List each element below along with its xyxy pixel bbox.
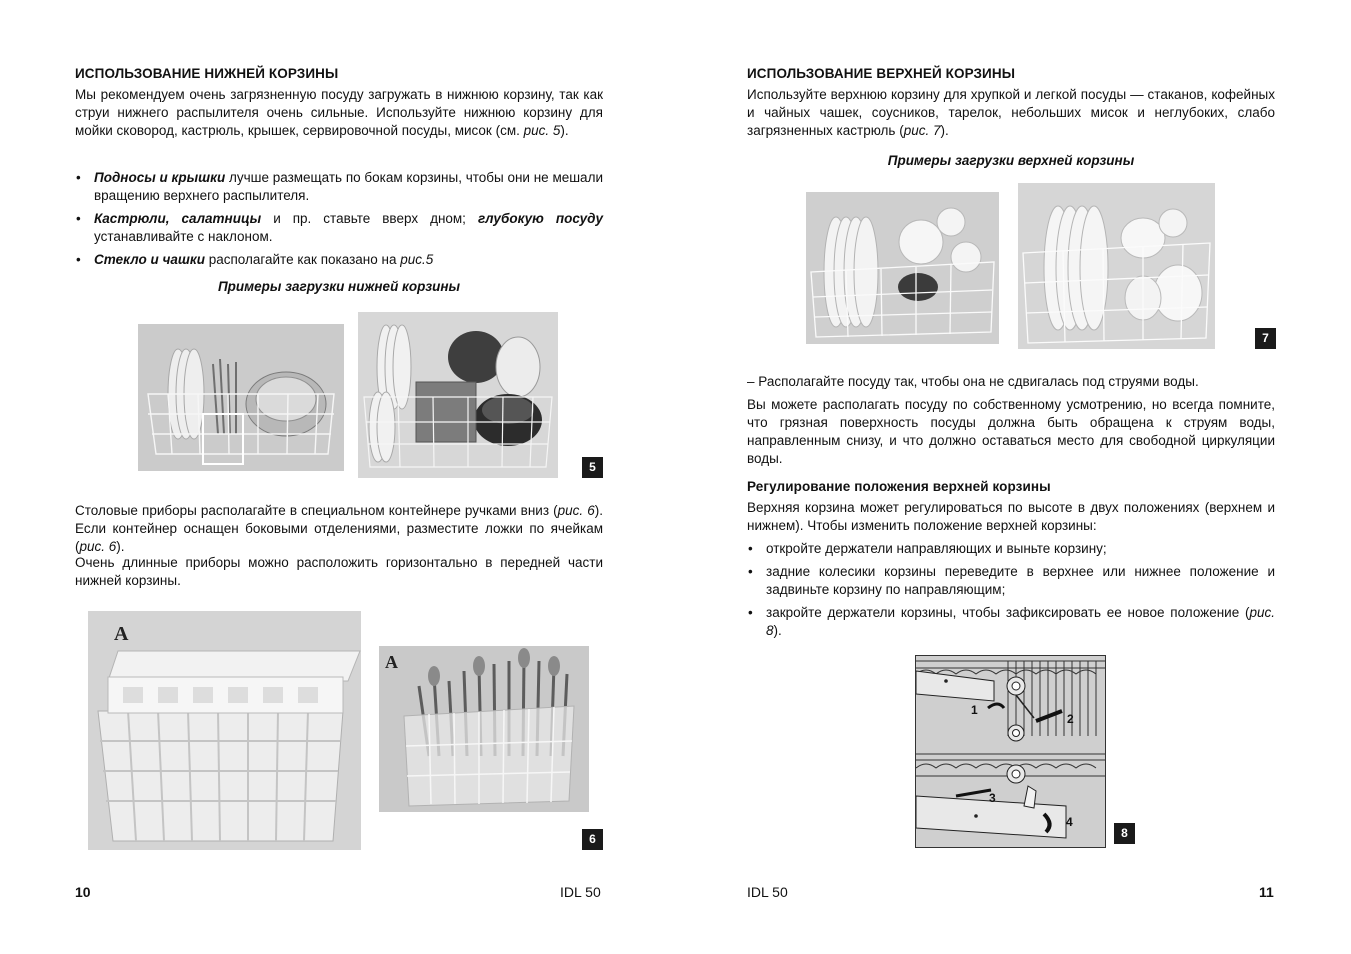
long-cutlery-note: Очень длинные приборы можно расположить горизонтально в передней части нижней корзины. <box>75 555 603 588</box>
right-footer-model: IDL 50 <box>747 884 788 900</box>
step-4-label: 4 <box>1066 815 1073 829</box>
step-1-label: 1 <box>971 703 978 717</box>
figure-6-label-a-second: A <box>385 652 398 672</box>
list-item: • откройте держатели направляющих и выньте корзину; <box>747 540 1275 558</box>
lower-basket-caption: Примеры загрузки нижней корзины <box>217 279 461 294</box>
lower-basket-photo-b <box>358 312 558 478</box>
lower-basket-heading: ИСПОЛЬЗОВАНИЕ НИЖНЕЙ КОРЗИНЫ <box>75 66 339 81</box>
placement-paragraph: Вы можете располагать посуду по собственному усмотрению, но всегда помните, что грязная поверхность посуды должна быть обращена к струям воды, направленным снизу, и что должно оставаться место для свободной циркуляции воды. <box>747 397 1275 466</box>
cutlery-basket-photo <box>88 611 361 850</box>
figure-8-number: 8 <box>1114 823 1135 844</box>
figure-7-photo-a <box>806 192 999 344</box>
left-page <box>0 0 675 954</box>
figure-7-photo-b <box>1018 183 1215 349</box>
adjustment-subheading: Регулирование положения верхней корзины <box>747 479 1051 494</box>
adjustment-steps <box>747 540 1275 645</box>
upper-basket-photo-a <box>806 192 999 344</box>
lower-basket-photo-a <box>138 324 344 471</box>
dash-instruction: – Располагайте посуду так, чтобы она не сдвигалась под струями воды. <box>747 374 1199 389</box>
right-page <box>676 0 1351 954</box>
figure-6-number: 6 <box>582 829 603 850</box>
upper-basket-intro: Используйте верхнюю корзину для хрупкой и легкой посуды — стаканов, кофейных и чайных чашек, соусников, тарелок, небольших мисок и неглубоких, слабо загрязненных кастрюль (рис. 7). <box>747 87 1275 138</box>
left-page-number: 10 <box>75 884 91 900</box>
adjustment-paragraph: Верхняя корзина может регулироваться по высоте в двух положениях (верхнем и нижнем). Чтобы изменить положение верхней корзины: <box>747 500 1275 533</box>
step-3-label: 3 <box>989 791 996 805</box>
figure-5-photo-a <box>138 324 344 471</box>
figure-6-photo-a <box>88 611 361 850</box>
list-item: • закройте держатели корзины, чтобы зафиксировать ее новое положение (рис. 8). <box>747 604 1275 640</box>
list-item: • Стекло и чашки располагайте как показано на рис.5 <box>75 251 603 269</box>
right-page-number: 11 <box>1259 884 1274 900</box>
upper-basket-photo-b <box>1018 183 1215 349</box>
figure-5-number: 5 <box>582 457 603 478</box>
left-footer-model: IDL 50 <box>560 884 601 900</box>
cutlery-instructions: Столовые приборы располагайте в специальном контейнере ручками вниз (рис. 6). Если контейнер оснащен боковыми отделениями, разместите ложки по ячейкам (рис. 6). <box>75 503 603 554</box>
upper-basket-caption: Примеры загрузки верхней корзины <box>887 153 1135 168</box>
filled-cutlery-basket-photo <box>379 646 589 812</box>
figure-5-photo-b <box>358 312 558 478</box>
rail-adjustment-diagram <box>916 656 1105 847</box>
figure-8-diagram <box>915 655 1106 848</box>
upper-basket-heading: ИСПОЛЬЗОВАНИЕ ВЕРХНЕЙ КОРЗИНЫ <box>747 66 1016 81</box>
figure-6-label-a: A <box>114 623 129 645</box>
step-2-label: 2 <box>1067 712 1074 726</box>
lower-basket-bullets <box>75 169 603 274</box>
lower-basket-intro: Мы рекомендуем очень загрязненную посуду загружать в нижнюю корзину, так как струи нижнего распылителя очень сильные. Используйте нижнюю корзину для мойки сковород, кастрюль, крышек, сервировочной посуды, мисок (см. рис. 5). <box>75 87 603 138</box>
figure-6-photo-b <box>379 646 589 812</box>
figure-7-number: 7 <box>1255 328 1276 349</box>
list-item: • Подносы и крышки лучше размещать по бокам корзины, чтобы они не мешали вращению верхнего распылителя. <box>75 169 603 205</box>
list-item: • задние колесики корзины переведите в верхнее или нижнее положение и задвиньте корзину по направляющим; <box>747 563 1275 599</box>
list-item: • Кастрюли, салатницы и пр. ставьте вверх дном; глубокую посуду устанавливайте с наклоном. <box>75 210 603 246</box>
